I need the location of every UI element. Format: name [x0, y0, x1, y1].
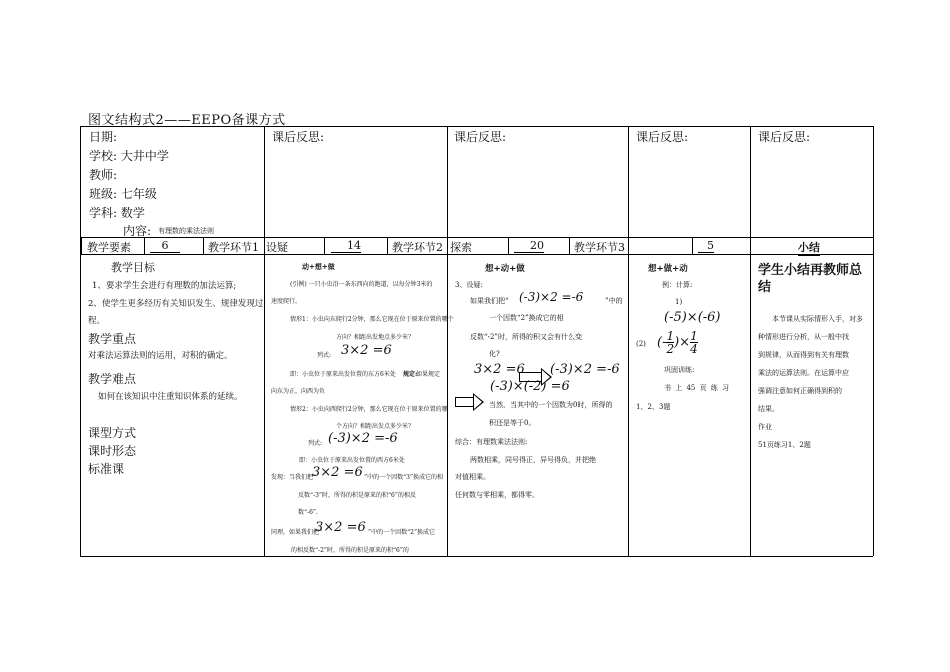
type-1: 课型方式 — [88, 426, 137, 440]
summary-header-2: 结 — [758, 280, 772, 295]
col4-ex2: (- $\frac{1}{2}$ )× $\frac{1}{4}$ — [657, 329, 698, 356]
col3-line: 综合：有理数乘法法则: — [455, 438, 528, 446]
stage-0-minutes: 6 — [150, 239, 180, 253]
col2-line: ”中的一个因数“2”换成它 — [368, 529, 436, 536]
reflection-1: 课后反思: — [272, 130, 325, 144]
col4-ex1: (-5)×(-6) — [664, 310, 721, 325]
col3-eq-c: (-3)×(-2) =6 — [490, 379, 570, 394]
col2-line: 情形2：小虫向西爬行2分钟，那么它现在位于原来位置的哪 — [290, 406, 448, 413]
difficulty-text: 如何在该知识中注重知识体系的延续。 — [98, 392, 243, 402]
summary-header-1: 学生小结再教师总 — [758, 263, 863, 278]
col2-line: 方向？相距出发地点多少米？ — [336, 334, 415, 341]
stage-2-minutes: 20 — [514, 239, 544, 253]
col2-line: 即：小虫位于原来出发位置的西方6米处 — [299, 457, 405, 464]
col2-eq2-label: 列式: — [308, 440, 323, 447]
teacher-label: 教师: — [89, 168, 118, 182]
col3-line: 积还是等于0。 — [489, 419, 536, 427]
type-2: 课时形态 — [88, 444, 137, 458]
stage-0-label: 教学要素 — [87, 241, 131, 254]
col2-header: 动+想+做 — [302, 262, 335, 271]
col3-eq-q: (-3)×2 =-6 — [519, 290, 584, 304]
col3-eq-b: (-3)×2 =-6 — [550, 362, 620, 377]
col2-eq2: (-3)×2 =-6 — [328, 431, 398, 446]
col2-line: 发现：当我们把“ — [271, 474, 317, 481]
school-label: 学校: 大井中学 — [89, 149, 169, 163]
col2-line: 同理，如果我们把“ — [271, 529, 323, 536]
col3-line: ”中的 — [605, 297, 623, 305]
col2-line: 反数“-3”时，所得的积是原来的积“6”的相反 — [298, 492, 416, 499]
col2-line: 即：小虫位于原来出发位置的东方6米处 — [290, 371, 396, 378]
col4-line: 巩固训练: — [664, 366, 695, 374]
col2-line: 情形1：小虫向东爬行2分钟，那么它现在位于原来位置的哪个 — [290, 316, 454, 323]
col2-line: 个方向？相距出发点多少米？ — [336, 423, 415, 430]
col2-line: (引例) 一只小虫沿一条东西向的跑道，以每分钟3米的 — [290, 281, 433, 288]
arrow-icon — [455, 397, 473, 407]
col4-line: 书 上 45 页 练 习 — [664, 384, 730, 392]
goal-1: 1、要求学生会进行有理数的加法运算; — [92, 281, 237, 291]
goal-2a: 2、使学生更多经历有关知识发生、规律发现过 — [88, 299, 264, 309]
col2-eq3: 3×2 =6 — [312, 465, 363, 480]
col3-line: 化? — [489, 350, 500, 358]
goal-2b: 程。 — [88, 316, 106, 326]
summary-line: 到规律，从而得到有关有理数 — [758, 351, 849, 359]
col2-eq1-label: 列式: — [317, 352, 332, 359]
col2-line: 的相反数“-2”时，所得的积是原来的积“6”的 — [291, 547, 409, 554]
col4-ex1-num: 1) — [675, 298, 683, 306]
stage-1-label: 教学环节1 设疑 — [208, 241, 288, 254]
col2-line: ”中的一个因数“3”换成它的相 — [364, 474, 444, 481]
summary-homework-title: 作业 — [758, 423, 772, 431]
stage-3-minutes: 5 — [698, 239, 714, 253]
stage-4-label: 小结 — [798, 241, 820, 254]
stage-2-label: 教学环节2 探索 — [392, 241, 472, 254]
summary-line: 本节课从实际情形入手，对多 — [772, 315, 863, 323]
col2-line: 如果规定 — [416, 371, 441, 378]
content-label: 内容: — [123, 224, 152, 238]
date-label: 日期: — [89, 130, 118, 144]
grade-label: 班级: 七年级 — [89, 187, 157, 201]
col2-line: 速度爬行。 — [271, 298, 302, 305]
summary-line: 强调注意如何正确得到积的 — [758, 387, 842, 395]
key-text: 对乘法运算法则的运用，对积的确定。 — [88, 351, 233, 361]
type-3: 标准课 — [88, 462, 125, 476]
document-title: 图文结构式2——EEPO备课方式 — [88, 113, 286, 128]
stage-3-label: 教学环节3 — [574, 241, 625, 254]
col3-line: 当然，当其中的一个因数为0时，所得的 — [489, 401, 613, 409]
stage-1-minutes: 14 — [331, 239, 361, 253]
summary-line: 结果。 — [758, 405, 779, 413]
summary-line: 种情形进行分析，从一般中找 — [758, 333, 849, 341]
col3-line: 对值相乘。 — [455, 473, 490, 481]
difficulty-title: 教学难点 — [88, 372, 137, 386]
col4-header: 想+做+动 — [648, 264, 688, 274]
col3-line: 一个因数“2”换成它的相 — [489, 314, 564, 322]
col3-line: 3、设疑: — [455, 281, 483, 289]
col2-eq4: 3×2 =6 — [315, 520, 366, 535]
reflection-3: 课后反思: — [636, 130, 689, 144]
col4-line: 例：计算: — [662, 281, 693, 289]
reflection-2: 课后反思: — [454, 130, 507, 144]
col3-line: 两数相乘，同号得正，异号得负，并把绝 — [470, 456, 596, 464]
col3-line: 反数“-2”时，所得的积又会有什么变 — [470, 333, 582, 341]
col2-line: 规定: — [403, 371, 418, 378]
col3-line: 如果我们把“ — [470, 297, 509, 305]
reflection-4: 课后反思: — [758, 130, 811, 144]
col2-eq1: 3×2 =6 — [341, 343, 392, 358]
col3-eq-a: 3×2 =6 — [474, 362, 525, 377]
content-value: 有理数的乘法法则 — [158, 227, 214, 235]
col2-line: 数“-6”. — [298, 509, 318, 516]
col3-line: 任何数与零相乘，都得零。 — [455, 491, 539, 499]
key-title: 教学重点 — [88, 332, 137, 346]
subject-label: 学科: 数学 — [89, 206, 145, 220]
summary-homework: 51页练习1、2题 — [758, 441, 811, 449]
summary-line: 乘法的运算法则。在运算中应 — [758, 369, 849, 377]
goals-title: 教学目标 — [111, 261, 155, 274]
col2-line: 向东为正，向西为负 — [271, 388, 326, 395]
col3-header: 想+动+做 — [485, 264, 525, 274]
col4-line: 1、2、3题 — [636, 403, 671, 411]
col4-ex2-num: (2) — [636, 340, 646, 348]
